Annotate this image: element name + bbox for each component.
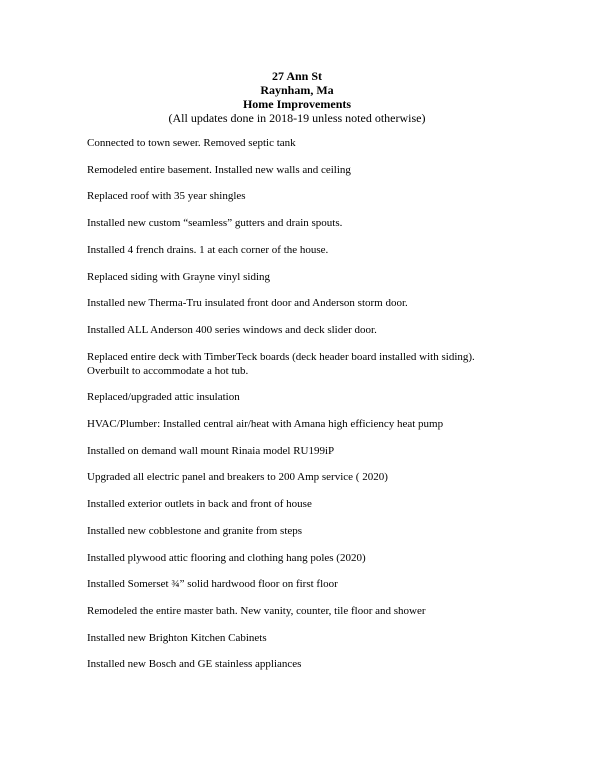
improvement-item-line: Installed new Brighton Kitchen Cabinets	[87, 631, 267, 644]
improvement-item	[87, 525, 302, 538]
improvement-item-line: Remodeled the entire master bath. New vanity, counter, tile floor and shower	[87, 604, 426, 617]
improvement-item-line: Replaced siding with Grayne vinyl siding	[87, 270, 270, 283]
improvement-item-line: Overbuilt to accommodate a hot tub.	[87, 364, 249, 377]
improvement-item-line: Installed Somerset ¾” solid hardwood floor on first floor	[87, 578, 338, 591]
improvement-item-line: Installed plywood attic flooring and clothing hang poles (2020)	[87, 551, 366, 564]
improvement-item	[87, 578, 338, 591]
improvement-item-line: Connected to town sewer. Removed septic tank	[87, 137, 296, 149]
document-title: Home Improvements	[242, 97, 352, 111]
improvement-item-line: Installed new Therma-Tru insulated front door and Anderson storm door.	[87, 297, 408, 310]
improvement-item	[87, 418, 443, 431]
document-header	[0, 69, 594, 125]
improvement-item	[87, 297, 408, 310]
improvement-item	[87, 632, 267, 645]
improvement-item-line: Installed ALL Anderson 400 series windows and deck slider door.	[87, 323, 377, 336]
improvement-item	[87, 351, 475, 378]
improvement-item	[87, 271, 270, 284]
improvement-item-line: Replaced entire deck with TimberTeck boards (deck header board installed with siding).	[87, 350, 475, 363]
improvement-item-line: Installed exterior outlets in back and front of house	[87, 498, 312, 511]
improvement-item	[87, 217, 342, 230]
improvement-item	[87, 324, 377, 337]
improvement-item-line: Remodeled entire basement. Installed new walls and ceiling	[87, 163, 351, 176]
improvement-item-line: Replaced/upgraded attic insulation	[87, 391, 240, 404]
document-note: (All updates done in 2018-19 unless noted otherwise)	[168, 111, 426, 125]
improvement-item	[87, 471, 388, 484]
city-line: Raynham, Ma	[260, 83, 334, 97]
improvement-item	[87, 391, 240, 404]
improvement-item	[87, 137, 296, 150]
improvement-item	[87, 605, 426, 618]
improvement-item-line: Installed new cobblestone and granite from steps	[87, 524, 303, 537]
improvement-item-line: Installed on demand wall mount Rinaia model RU199iP	[87, 444, 335, 457]
improvement-item-line: HVAC/Plumber: Installed central air/heat with Amana high efficiency heat pump	[87, 418, 444, 430]
improvement-item	[87, 244, 328, 257]
address-line: 27 Ann St	[271, 69, 323, 83]
improvement-item-line: Installed new Bosch and GE stainless appliances	[87, 658, 302, 671]
improvement-item-line: Installed new custom “seamless” gutters and drain spouts.	[87, 217, 343, 230]
improvement-item-line: Replaced roof with 35 year shingles	[87, 190, 246, 203]
improvement-item	[87, 498, 312, 511]
improvement-item-line: Upgraded all electric panel and breakers to 200 Amp service ( 2020)	[87, 471, 388, 484]
improvement-item	[87, 552, 366, 565]
improvement-item-line: Installed 4 french drains. 1 at each corner of the house.	[87, 243, 329, 256]
improvement-item	[87, 190, 246, 203]
improvement-item	[87, 658, 301, 671]
improvement-item	[87, 164, 351, 177]
improvement-item	[87, 445, 334, 458]
